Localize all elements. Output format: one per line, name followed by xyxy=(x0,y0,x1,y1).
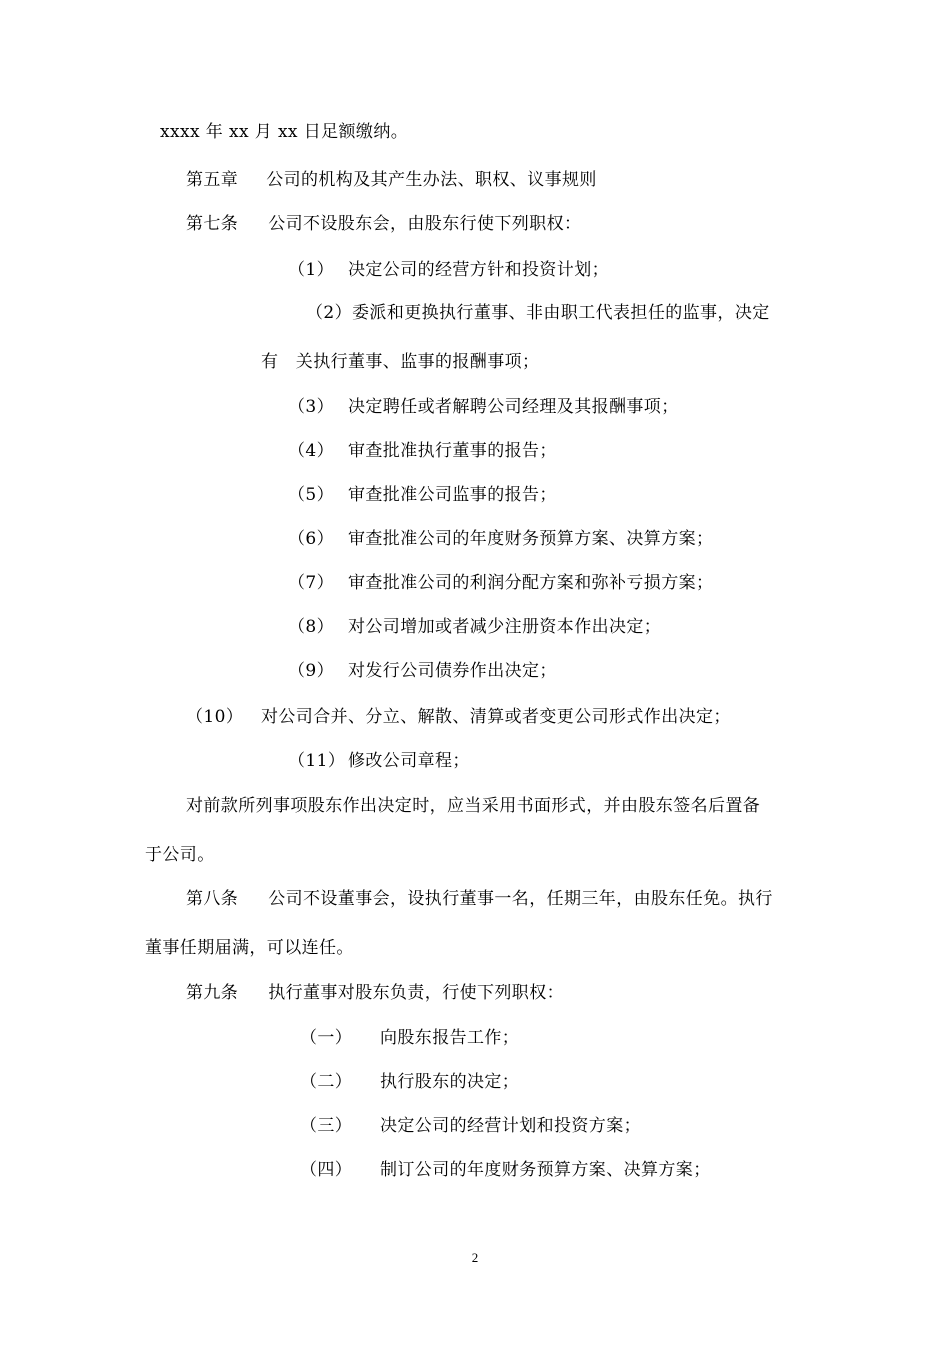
item-number: （11） xyxy=(288,751,346,771)
item-text: 审查批准执行董事的报告； xyxy=(348,441,557,461)
item-text: 有 关执行董事、监事的报酬事项； xyxy=(261,352,540,372)
article-text: 执行董事对股东负责，行使下列职权： xyxy=(268,983,565,1003)
decision-paragraph-line: 对前款所列事项股东作出决定时，应当采用书面形式，并由股东签名后置备 xyxy=(186,796,761,816)
item-number: （7） xyxy=(288,573,335,593)
list-item xyxy=(306,303,770,323)
item-number: （一） xyxy=(300,1028,353,1048)
item-number: （9） xyxy=(288,661,335,681)
list-item xyxy=(288,397,679,417)
item-text: 制订公司的年度财务预算方案、决算方案； xyxy=(380,1160,711,1180)
chapter-title: 公司的机构及其产生办法、职权、议事规则 xyxy=(266,170,597,190)
item-text: 决定公司的经营方针和投资计划； xyxy=(348,260,609,280)
item-text: 修改公司章程； xyxy=(348,751,470,771)
list-item xyxy=(288,617,661,637)
list-item xyxy=(300,1116,641,1136)
decision-paragraph-line: 于公司。 xyxy=(145,845,215,865)
list-item xyxy=(186,707,731,727)
item-text: 委派和更换执行董事、非由职工代表担任的监事，决定 xyxy=(352,303,770,323)
item-number: （三） xyxy=(300,1116,353,1136)
item-number: （5） xyxy=(288,485,335,505)
item-text: 审查批准公司监事的报告； xyxy=(348,485,557,505)
article-label: 第八条 xyxy=(186,889,239,909)
item-text: 执行股东的决定； xyxy=(380,1072,520,1092)
list-item xyxy=(288,751,470,771)
item-number: （4） xyxy=(288,441,335,461)
item-text: 审查批准公司的年度财务预算方案、决算方案； xyxy=(348,529,714,549)
item-text: 对公司合并、分立、解散、清算或者变更公司形式作出决定； xyxy=(261,707,731,727)
list-item xyxy=(300,1160,711,1180)
list-item xyxy=(288,441,557,461)
list-item xyxy=(300,1028,519,1048)
item-number: （四） xyxy=(300,1160,353,1180)
article-text: 公司不设董事会，设执行董事一名，任期三年，由股东任免。执行 xyxy=(268,889,773,909)
list-item-continuation xyxy=(261,352,539,372)
item-number: （8） xyxy=(288,617,335,637)
item-text: 决定聘任或者解聘公司经理及其报酬事项； xyxy=(348,397,679,417)
list-item xyxy=(288,485,557,505)
page-number: 2 xyxy=(471,1250,479,1265)
item-text: 审查批准公司的利润分配方案和弥补亏损方案； xyxy=(348,573,714,593)
item-number: （二） xyxy=(300,1072,353,1092)
item-number: （3） xyxy=(288,397,335,417)
article-label: 第七条 xyxy=(186,214,239,234)
chapter-label: 第五章 xyxy=(186,170,239,190)
list-item xyxy=(300,1072,519,1092)
list-item xyxy=(288,529,713,549)
list-item xyxy=(288,661,557,681)
article-8-continuation: 董事任期届满，可以连任。 xyxy=(145,938,354,958)
item-number: （10） xyxy=(186,707,244,727)
continued-line: xxxx 年 xx 月 xx 日足额缴纳。 xyxy=(160,122,409,142)
article-7 xyxy=(186,214,581,234)
chapter-5-heading xyxy=(186,170,597,190)
article-label: 第九条 xyxy=(186,983,239,1003)
item-number: （1） xyxy=(288,260,335,280)
article-8 xyxy=(186,889,773,909)
item-text: 对发行公司债券作出决定； xyxy=(348,661,557,681)
list-item xyxy=(288,573,713,593)
item-number: （2） xyxy=(306,303,353,323)
article-9 xyxy=(186,983,564,1003)
item-text: 向股东报告工作； xyxy=(380,1028,520,1048)
article-text: 公司不设股东会，由股东行使下列职权： xyxy=(268,214,582,234)
item-text: 对公司增加或者减少注册资本作出决定； xyxy=(348,617,662,637)
list-item xyxy=(288,260,609,280)
item-number: （6） xyxy=(288,529,335,549)
item-text: 决定公司的经营计划和投资方案； xyxy=(380,1116,641,1136)
